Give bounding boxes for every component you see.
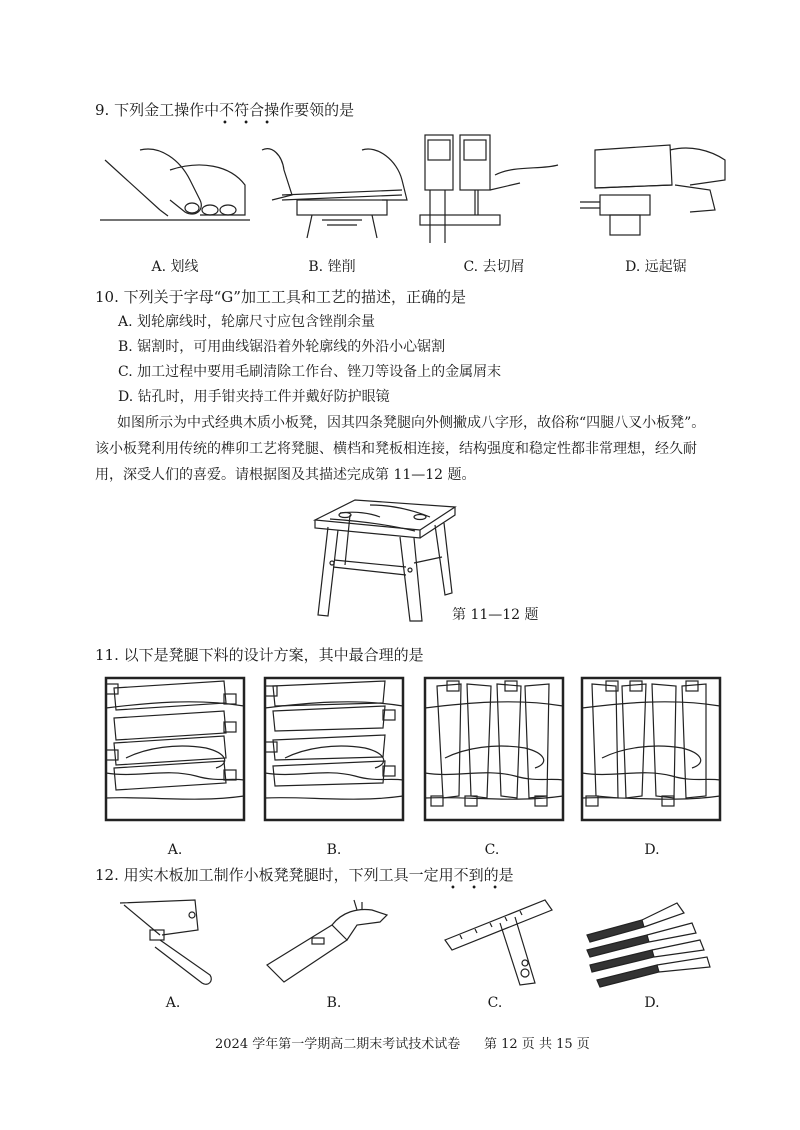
footer-exam-title: 2024 学年第一学期高二期末考试技术试卷 [215,1037,461,1052]
intro-figure-caption: 第 11—12 题 [452,607,539,623]
q10-option-b: B. 锯割时，可用曲线锯沿着外轮廓线的外沿小心锯割 [118,339,446,355]
q9-option-c: C. 去切屑 [463,259,525,275]
q10-option-c: C. 加工过程中要用毛刷清除工作台、锉刀等设备上的金属屑末 [118,364,502,380]
q12-tool-c-square [440,895,560,990]
q9-image-c-chip-removal [420,135,560,243]
q11-diagram-d [582,678,720,820]
q9-option-a: A. 划线 [151,259,199,275]
q9-image-d-saw-start [580,140,730,240]
q12-stem: 12. 用实木板加工制作小板凳凳腿时，下列工具一定用不到的是 [95,866,514,884]
q11-diagram-a [106,678,244,820]
q11-diagram-c [425,678,563,820]
stool-figure [310,495,460,625]
q11-option-c: C. [484,842,500,858]
q10-stem: 10. 下列关于字母“G”加工工具和工艺的描述，正确的是 [95,288,466,306]
q9-image-b-filing [262,140,412,240]
q10-option-a: A. 划轮廓线时，轮廓尺寸应包含锉削余量 [118,314,376,330]
q11-stem: 11. 以下是凳腿下料的设计方案，其中最合理的是 [95,646,424,664]
q9-stem: 9. 下列金工操作中不符合操作要领的是 [95,101,355,119]
q9-emphasis-marks: • • • [222,118,277,129]
q12-option-a: A. [165,995,181,1011]
q11-option-a: A. [167,842,183,858]
q9-option-d: D. 远起锯 [625,259,687,275]
q12-option-d: D. [644,995,660,1011]
q9-option-b: B. 锉削 [308,259,356,275]
q12-tool-d-chisels [582,895,722,990]
footer-page-info: 第 12 页 共 15 页 [484,1037,590,1052]
intro-paragraph: 如图所示为中式经典木质小板凳，因其四条凳腿向外侧撇成八字形，故俗称“四腿八叉小板凳”。该小板凳利用传统的榫卯工艺将凳腿、横档和凳板相连接，结构强度和稳定性都非常理想，经久耐用，深受人们的喜爱。请根据图及其描述完成第 11—12 题。 [95,415,706,483]
q12-option-c: C. [487,995,503,1011]
q11-diagram-b [265,678,403,820]
q12-tool-a-coping-saw [110,895,220,990]
q12-option-b: B. [326,995,342,1011]
q12-emphasis-marks: • • • [450,883,505,894]
q11-option-d: D. [644,842,660,858]
q12-tool-b-hammer [262,900,392,985]
q11-option-b: B. [326,842,342,858]
q10-option-d: D. 钻孔时，用手钳夹持工件并戴好防护眼镜 [118,389,390,405]
q9-image-a-marking [100,140,250,240]
